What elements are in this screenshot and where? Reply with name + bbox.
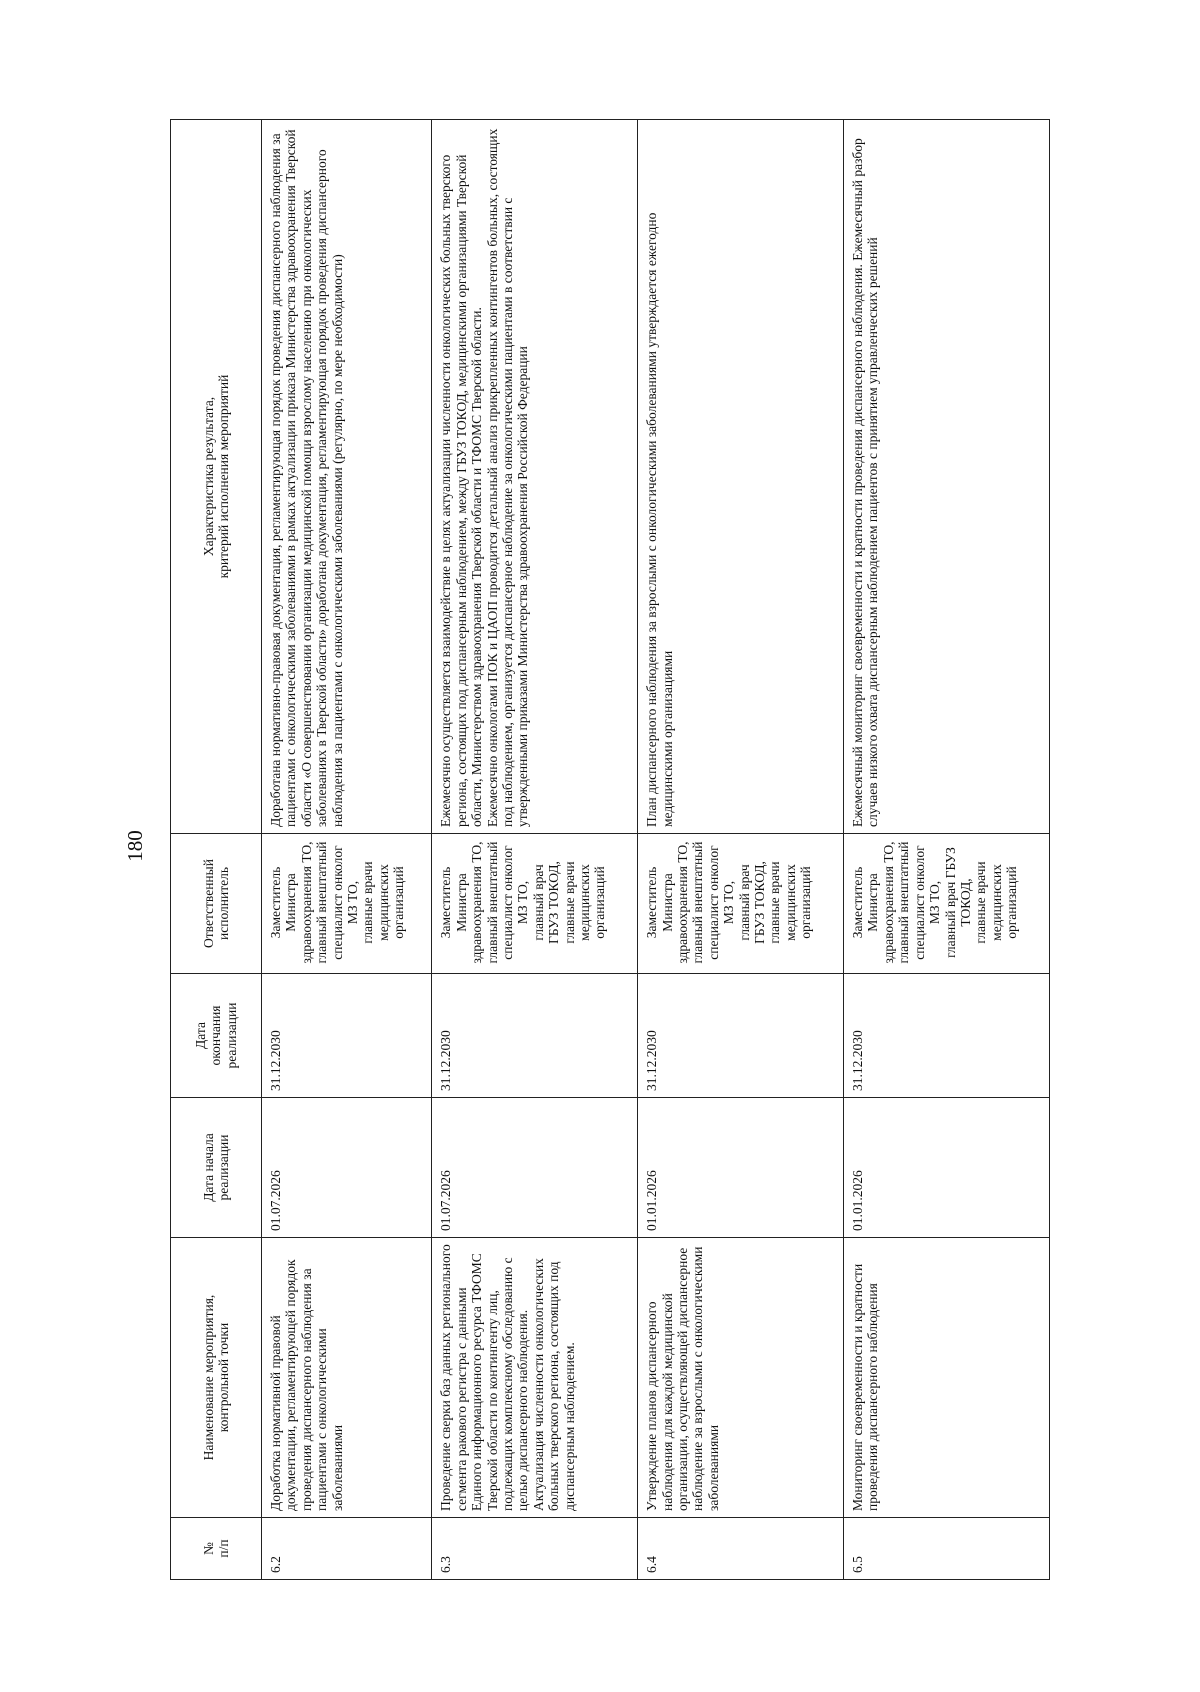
row-start-date: 01.01.2026 [638, 1098, 844, 1238]
table-header-row [171, 120, 262, 1580]
measures-table [170, 119, 1050, 1580]
row-number: 6.2 [262, 1518, 432, 1580]
header-start-date-text: Дата начала реализации [200, 1133, 231, 1202]
row-result-text: Ежемесячный мониторинг своевременности и кратности проведения диспансерного наблюдения. Ежемесячный разбор случаев низкого охвата диспансерным наблюдением пациентов с принятием управленческих решений [850, 138, 881, 827]
row-result [844, 120, 1050, 834]
row-responsible-text: Заместитель Министра здравоохранения ТО, главный внештатный специалист онколог МЗ ТО, главные врачи медицинских организаций [268, 841, 407, 964]
rotated-table-container [170, 120, 1050, 1580]
table-row [262, 120, 432, 1580]
row-measure-name: Доработка нормативной правовой документации, регламентирующей порядок проведения диспансерного наблюдения за пациентами с онкологическими заболеваниями [262, 1238, 432, 1518]
header-result [171, 120, 262, 834]
row-number: 6.3 [432, 1518, 638, 1580]
row-measure-name: Утверждение планов диспансерного наблюдения для каждой медицинской организации, осуществляющей диспансерное наблюдение за взрослыми с онкологическими заболеваниями [638, 1238, 844, 1518]
row-start-date: 01.07.2026 [262, 1098, 432, 1238]
table-row [844, 120, 1050, 1580]
row-end-date: 31.12.2030 [638, 974, 844, 1098]
page-number: 180 [123, 830, 147, 862]
row-result-text: План диспансерного наблюдения за взрослыми с онкологическими заболеваниями утверждается ежегодно медицинскими организациями [644, 212, 675, 827]
header-start-date [171, 1098, 262, 1238]
row-responsible [432, 834, 638, 974]
row-result-text: Доработана нормативно-правовая документация, регламентирующая порядок проведения диспансерного наблюдения за пациентами с онкологическими заболеваниями в рамках актуализации приказа Министерства здравоохранения Тверской области «О совершенствовании организации медицинской помощи взрослому населению при онкологических заболеваниях в Тверской области» доработана документация, регламентирующая порядок проведения диспансерного наблюдения за пациентами с онкологическими заболеваниями (регулярно, по мере необходимости) [268, 129, 345, 827]
header-responsible [171, 834, 262, 974]
row-responsible-text: Заместитель Министра здравоохранения ТО, главный внештатный специалист онколог МЗ ТО, главный врач ГБУЗ ТОКОД, главные врачи медицинских организаций [438, 841, 608, 964]
row-responsible-text: Заместитель Министра здравоохранения ТО, главный внештатный специалист онколог МЗ ТО, главный врач ГБУЗ ТОКОД, главные врачи медицинских организаций [850, 841, 1020, 964]
row-number: 6.4 [638, 1518, 844, 1580]
header-number [171, 1518, 262, 1580]
row-result [638, 120, 844, 834]
row-responsible [638, 834, 844, 974]
row-result [432, 120, 638, 834]
row-responsible [844, 834, 1050, 974]
row-end-date: 31.12.2030 [262, 974, 432, 1098]
row-measure-name: Мониторинг своевременности и кратности проведения диспансерного наблюдения [844, 1238, 1050, 1518]
header-result-text: Характеристика результата, критерий исполнения мероприятий [200, 374, 231, 579]
row-result [262, 120, 432, 834]
table-row [638, 120, 844, 1580]
row-number: 6.5 [844, 1518, 1050, 1580]
row-end-date: 31.12.2030 [844, 974, 1050, 1098]
header-responsible-text: Ответственный исполнитель [200, 859, 231, 948]
header-end-date [171, 974, 262, 1098]
header-end-date-text: Дата окончания реализации [192, 1002, 239, 1069]
row-end-date: 31.12.2030 [432, 974, 638, 1098]
row-result-text: Ежемесячно осуществляется взаимодействие в целях актуализации численности онкологических больных тверского региона, состоящих под диспансерным наблюдением, между ГБУЗ ТОКОД, медицинскими организациями Тверской области, Министерством здравоохранения Тверской области и ТФОМС Тверской области. Ежемесячно онкологами ПОК и ЦАОП проводится детальный анализ прикрепленных контингентов больных, состоящих под наблюдением, организуется диспансерное наблюдение за онкологическими пациентами в соответствии с утвержденными приказами Министерства здравоохранения Российской Федерации [438, 128, 531, 827]
row-measure-name: Проведение сверки баз данных регионального сегмента ракового регистра с данными Единого информационного ресурса ТФОМС Тверской области по контингенту лиц, подлежащих комплексному обследованию с целью диспансерного наблюдения. Актуализация численности онкологических больных тверского региона, состоящих под диспансерным наблюдением. [432, 1238, 638, 1518]
header-measure-name [171, 1238, 262, 1518]
header-measure-name-text: Наименование мероприятия, контрольной точки [200, 1294, 231, 1461]
row-start-date: 01.01.2026 [844, 1098, 1050, 1238]
row-responsible-text: Заместитель Министра здравоохранения ТО, главный внештатный специалист онколог МЗ ТО, главный врач ГБУЗ ТОКОД, главные врачи медицинских организаций [644, 841, 814, 964]
header-number-text: № п/п [200, 1539, 231, 1558]
table-row [432, 120, 638, 1580]
row-responsible [262, 834, 432, 974]
row-start-date: 01.07.2026 [432, 1098, 638, 1238]
